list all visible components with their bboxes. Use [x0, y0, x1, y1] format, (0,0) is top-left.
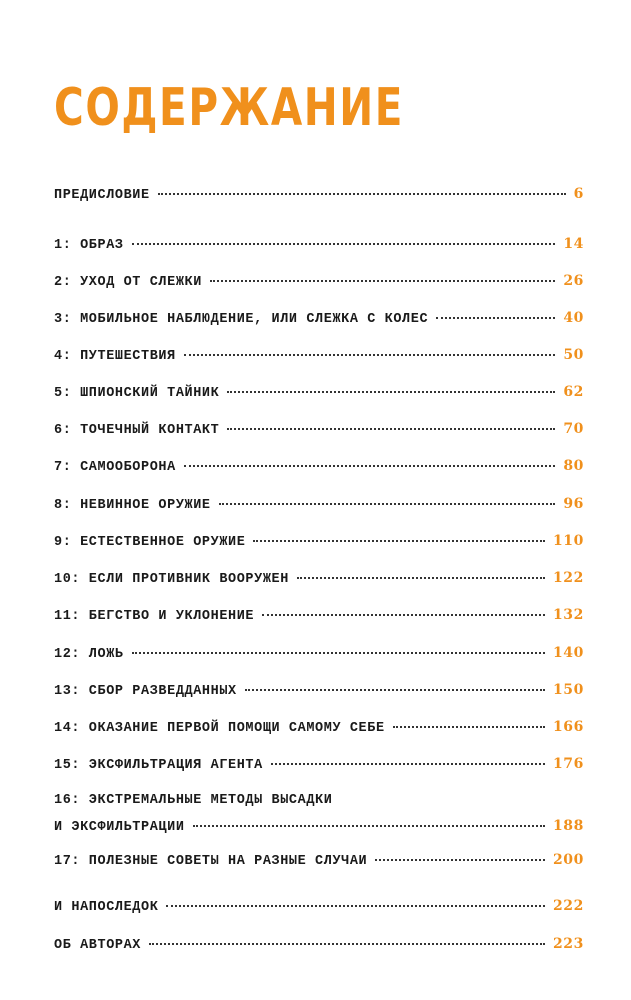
toc-entry-page: 14: [563, 236, 584, 252]
toc-entry-label: ПРЕДИСЛОВИЕ: [54, 188, 150, 203]
toc-entry[interactable]: [54, 496, 584, 514]
toc-entry-label: ОБ АВТОРАХ: [54, 938, 142, 953]
toc-entry-page: 223: [552, 936, 584, 952]
toc-entry[interactable]: [54, 273, 584, 291]
toc-entry-label: 7: САМООБОРОНА: [54, 460, 176, 475]
dot-leader: [253, 540, 545, 542]
toc-entry[interactable]: [54, 607, 584, 625]
toc-entry-label: 6: ТОЧЕЧНЫЙ КОНТАКТ: [54, 423, 220, 438]
dot-leader: [184, 354, 555, 356]
toc-entry-page: 122: [552, 570, 584, 586]
dot-leader: [158, 193, 566, 195]
toc-entry[interactable]: [54, 347, 584, 365]
toc-entry-page: 150: [552, 682, 584, 698]
toc-entry-label: 8: НЕВИННОЕ ОРУЖИЕ: [54, 498, 211, 513]
toc-entry[interactable]: [54, 384, 584, 402]
toc-entry[interactable]: [54, 852, 584, 870]
toc-entry-label: 12: ЛОЖЬ: [54, 647, 124, 662]
toc-entry-page: 110: [552, 533, 584, 549]
toc-entry-label: 5: ШПИОНСКИЙ ТАЙНИК: [54, 386, 220, 401]
toc-entry-page: 222: [552, 898, 584, 914]
toc-entry[interactable]: [54, 898, 584, 916]
toc-entry[interactable]: [54, 645, 584, 663]
toc-entry[interactable]: [54, 756, 584, 774]
dot-leader: [262, 614, 545, 616]
toc-entry[interactable]: [54, 793, 584, 836]
toc-entry-label: 2: УХОД ОТ СЛЕЖКИ: [54, 275, 202, 290]
toc-entry-page: 6: [573, 186, 584, 202]
toc-entry[interactable]: [54, 719, 584, 737]
dot-leader: [132, 652, 545, 654]
toc-entry[interactable]: [54, 682, 584, 700]
page-title: СОДЕРЖАНИЕ: [54, 78, 405, 138]
dot-leader: [227, 391, 555, 393]
dot-leader: [166, 905, 545, 907]
dot-leader: [149, 943, 545, 945]
dot-leader: [436, 317, 555, 319]
dot-leader: [227, 428, 555, 430]
toc-entry-label: 10: ЕСЛИ ПРОТИВНИК ВООРУЖЕН: [54, 572, 289, 587]
toc-entry-page: 132: [552, 607, 584, 623]
toc-entry[interactable]: [54, 310, 584, 328]
toc-entry-label: 4: ПУТЕШЕСТВИЯ: [54, 349, 176, 364]
toc-entry-label: 3: МОБИЛЬНОЕ НАБЛЮДЕНИЕ, ИЛИ СЛЕЖКА С КОЛЕС: [54, 312, 429, 327]
toc-entry-page: 50: [563, 347, 584, 363]
dot-leader: [393, 726, 545, 728]
dot-leader: [184, 465, 555, 467]
toc-entry-label: И НАПОСЛЕДОК: [54, 900, 159, 915]
toc-entry-label: 11: БЕГСТВО И УКЛОНЕНИЕ: [54, 609, 255, 624]
toc-entry-label: 16: ЭКСТРЕМАЛЬНЫЕ МЕТОДЫ ВЫСАДКИ: [54, 793, 333, 808]
toc-entry-page: 62: [563, 384, 584, 400]
toc-entry-label: 17: ПОЛЕЗНЫЕ СОВЕТЫ НА РАЗНЫЕ СЛУЧАИ: [54, 854, 368, 869]
toc-entry-page: 200: [552, 852, 584, 868]
toc-entry-page: 96: [563, 496, 584, 512]
toc-entry-page: 166: [552, 719, 584, 735]
toc-entry-label: 15: ЭКСФИЛЬТРАЦИЯ АГЕНТА: [54, 758, 263, 773]
dot-leader: [219, 503, 556, 505]
toc-entry-page: 140: [552, 645, 584, 661]
toc-entry[interactable]: [54, 936, 584, 954]
dot-leader: [245, 689, 545, 691]
toc-entry-page: 26: [563, 273, 584, 289]
toc-entry-label: 14: ОКАЗАНИЕ ПЕРВОЙ ПОМОЩИ САМОМУ СЕБЕ: [54, 721, 385, 736]
dot-leader: [193, 825, 545, 827]
toc-entry-label-continued: И ЭКСФИЛЬТРАЦИИ: [54, 820, 185, 835]
toc-entry[interactable]: [54, 458, 584, 476]
toc-entry-label: 9: ЕСТЕСТВЕННОЕ ОРУЖИЕ: [54, 535, 246, 550]
toc-entry[interactable]: [54, 570, 584, 588]
toc-entry-label: 13: СБОР РАЗВЕДДАННЫХ: [54, 684, 237, 699]
toc-entry-label: 1: ОБРАЗ: [54, 238, 124, 253]
toc-entry-page: 176: [552, 756, 584, 772]
dot-leader: [210, 280, 555, 282]
toc-entry[interactable]: [54, 421, 584, 439]
toc-entry[interactable]: [54, 186, 584, 204]
dot-leader: [271, 763, 545, 765]
toc-entry[interactable]: [54, 236, 584, 254]
dot-leader: [297, 577, 545, 579]
toc-entry[interactable]: [54, 533, 584, 551]
toc-entry-page: 80: [563, 458, 584, 474]
dot-leader: [375, 859, 545, 861]
toc-entry-page: 70: [563, 421, 584, 437]
dot-leader: [132, 243, 556, 245]
toc-entry-page: 40: [563, 310, 584, 326]
toc-entry-page: 188: [552, 818, 584, 834]
